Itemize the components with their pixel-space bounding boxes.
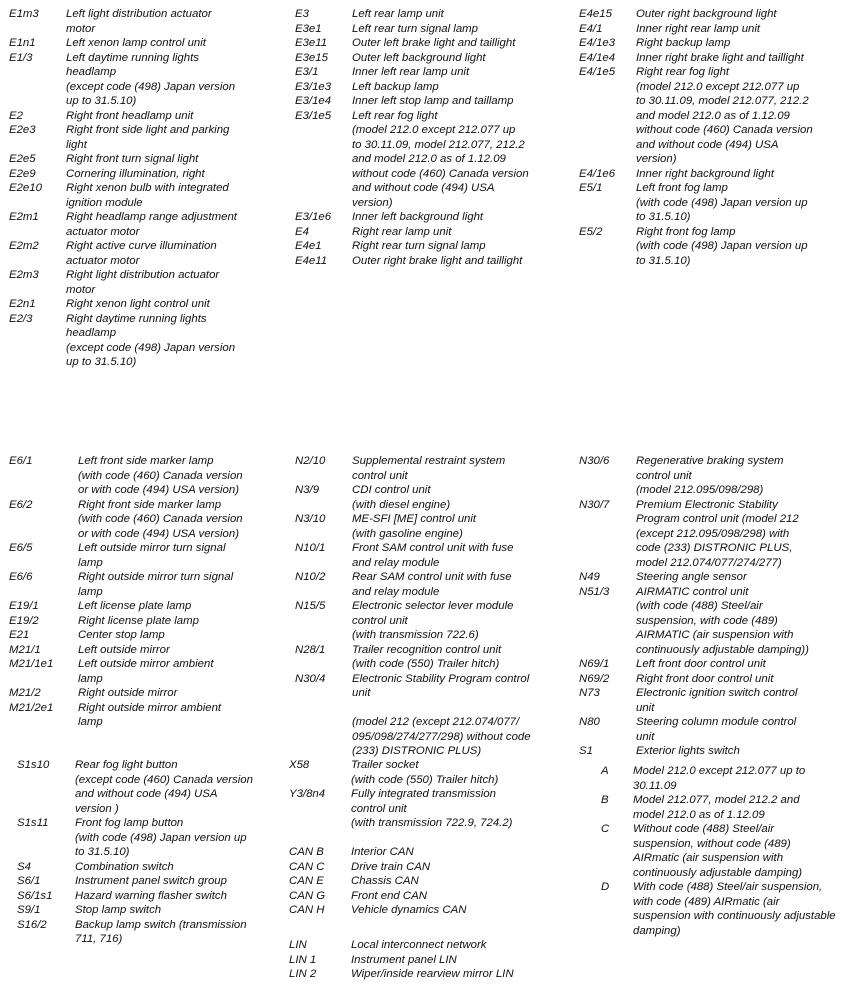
component-code: E2e10: [9, 182, 42, 194]
component-code: E4/1: [579, 22, 603, 35]
component-description: Model 212.0 except 212.077 up to 30.11.09: [633, 765, 806, 792]
component-description: Hazard warning flasher switch: [75, 889, 227, 902]
component-description: Left outside mirror ambient lamp: [78, 658, 214, 685]
component-description: Steering column module control unit: [636, 716, 797, 743]
component-code: M21/2e1: [9, 701, 54, 714]
component-description: Vehicle dynamics CAN: [351, 904, 467, 916]
component-description: Combination switch: [75, 860, 174, 873]
component-description: Local interconnect network: [351, 939, 487, 951]
component-description: Left license plate lamp: [78, 600, 192, 612]
component-description: Right front side marker lamp (with code (460) Canada version or with code (494) USA version): [78, 498, 243, 540]
component-code: M21/1e1: [9, 658, 54, 670]
component-code: E3: [295, 8, 309, 20]
legend-entry: [579, 22, 834, 37]
component-code: CAN G: [289, 889, 326, 902]
component-description: Right front fog lamp (with code (498) Japan version up to 31.5.10): [636, 225, 808, 267]
component-description: Left rear fog light (model 212.0 except 212.077 up to 30.11.09, model 212.077, 212.2 and model 212.0 as of 1.12.09 without code (460) Canada version and without code (494) USA version): [352, 109, 529, 209]
component-description: Chassis CAN: [351, 875, 419, 887]
legend-entry: [17, 903, 271, 918]
component-description: Right license plate lamp: [78, 614, 199, 627]
legend-entry: [17, 860, 271, 875]
component-code: E5/2: [579, 225, 603, 238]
legend-entry: [9, 643, 271, 658]
legend-entry: [295, 239, 553, 254]
legend-entry: [17, 918, 271, 947]
component-description: Outer right background light: [636, 8, 777, 20]
bottom-column-1-switches: [17, 758, 271, 947]
component-description: Left xenon lamp control unit: [66, 37, 206, 49]
legend-entry: [579, 498, 839, 571]
component-code: E6/2: [9, 498, 33, 511]
legend-entry: [579, 225, 834, 269]
legend-entry: [295, 643, 553, 672]
legend-entry: [9, 268, 254, 297]
legend-entry: [289, 758, 551, 787]
legend-entry: [9, 701, 271, 730]
component-description: AIRMATIC control unit (with code (488) Steel/air suspension, with code (489) AIRMATIC (air suspension with continuously adjustable damping)): [636, 585, 809, 656]
component-description: Left daytime running lights headlamp (except code (498) Japan version up to 31.5.10): [66, 51, 236, 107]
component-code: N3/10: [295, 513, 326, 525]
component-code: N69/2: [579, 672, 610, 685]
legend-entry: [295, 51, 553, 66]
component-description: Left rear lamp unit: [352, 8, 444, 20]
component-description: Left backup lamp: [352, 80, 439, 93]
component-description: Left front door control unit: [636, 658, 766, 670]
component-code: X58: [289, 759, 310, 771]
component-description: Right headlamp range adjustment actuator motor: [66, 211, 237, 238]
component-description: Electronic selector lever module control unit (with transmission 722.6): [352, 600, 514, 641]
component-code: E2: [9, 109, 23, 122]
component-code: E6/1: [9, 455, 33, 467]
component-description: Regenerative braking system control unit (model 212.095/098/298): [636, 455, 784, 496]
component-code: E2/3: [9, 312, 33, 325]
legend-entry: [579, 454, 839, 498]
component-code: N80: [579, 716, 600, 728]
legend-entry: [289, 903, 551, 918]
legend-entry: [295, 109, 553, 211]
component-code: N28/1: [295, 643, 326, 656]
component-code: E2e3: [9, 124, 36, 136]
legend-entry: [579, 585, 839, 658]
legend-entry: [9, 686, 271, 701]
legend-entry: [295, 512, 553, 541]
component-description: Right front side light and parking light: [66, 124, 230, 151]
legend-entry: [601, 793, 853, 822]
component-code: CAN C: [289, 860, 325, 873]
legend-entry: [9, 312, 254, 370]
legend-entry: [295, 254, 553, 269]
component-description: Steering angle sensor: [636, 571, 747, 583]
component-description: Right backup lamp: [636, 37, 731, 49]
component-description: Front fog lamp button (with code (498) Japan version up to 31.5.10): [75, 817, 247, 858]
component-description: Rear SAM control unit with fuse and relay module: [352, 571, 512, 598]
legend-entry: [579, 570, 839, 585]
legend-entry: [9, 657, 271, 686]
legend-entry: [601, 822, 853, 880]
bottom-column-2-lin-buses: [289, 938, 551, 982]
component-description: Stop lamp switch: [75, 904, 162, 916]
component-code: E4: [295, 225, 309, 238]
component-code: E3e11: [295, 37, 328, 49]
component-code: N30/4: [295, 672, 326, 685]
legend-entry: [601, 764, 853, 793]
component-code: N30/7: [579, 498, 610, 511]
component-description: Left outside mirror: [78, 643, 170, 656]
component-description: Inner left stop lamp and taillamp: [352, 95, 514, 107]
component-code: E2m1: [9, 211, 39, 223]
component-description: Electronic ignition switch control unit: [636, 687, 798, 714]
component-code: E19/1: [9, 600, 39, 612]
component-code: LIN 1: [289, 953, 317, 966]
component-description: Fully integrated transmission control unit (with transmission 722.9, 724.2): [351, 788, 513, 829]
component-code: S6/1s1: [17, 889, 53, 902]
component-code: E1m3: [9, 8, 39, 20]
component-description: Inner right brake light and taillight: [636, 51, 804, 64]
component-code: E19/2: [9, 614, 39, 627]
component-code: C: [601, 823, 610, 835]
legend-entry: [9, 239, 254, 268]
legend-entry: [295, 94, 553, 109]
legend-entry: [9, 167, 254, 182]
component-description: Trailer socket (with code (550) Trailer hitch): [351, 759, 499, 786]
legend-entry: [9, 181, 254, 210]
component-code: M21/2: [9, 687, 41, 699]
component-code: E4e11: [295, 254, 328, 267]
legend-entry: [9, 152, 254, 167]
component-code: B: [601, 794, 609, 806]
component-code: CAN H: [289, 904, 325, 916]
component-description: Center stop lamp: [78, 629, 165, 641]
component-code: N69/1: [579, 658, 610, 670]
legend-entry: [9, 297, 254, 312]
component-code: E4e1: [295, 240, 322, 252]
legend-entry: [295, 483, 553, 512]
component-code: E4/1e4: [579, 51, 616, 64]
component-code: S16/2: [17, 918, 47, 931]
component-code: CAN B: [289, 846, 324, 858]
legend-entry: [289, 787, 551, 831]
component-code: N73: [579, 687, 600, 699]
component-description: Exterior lights switch: [636, 745, 740, 757]
component-code: E4/1e3: [579, 37, 616, 49]
component-code: E4e15: [579, 8, 612, 20]
component-code: E4/1e6: [579, 167, 616, 180]
component-description: Left front side marker lamp (with code (460) Canada version or with code (494) USA version): [78, 455, 243, 496]
component-description: Right outside mirror turn signal lamp: [78, 571, 234, 598]
component-description: Right active curve illumination actuator motor: [66, 240, 217, 267]
component-code: E6/5: [9, 542, 33, 554]
component-description: Cornering illumination, right: [66, 167, 205, 180]
legend-entry: [295, 570, 553, 599]
component-code: A: [601, 765, 609, 777]
component-description: Interior CAN: [351, 846, 414, 858]
legend-entry: [295, 65, 553, 80]
component-description: Electronic Stability Program control unit (model 212 (except 212.074/077/ 095/098/274/277/298) without code (233) DISTRONIC PLUS): [352, 672, 531, 757]
component-description: Drive train CAN: [351, 860, 431, 873]
component-description: Trailer recognition control unit (with code (550) Trailer hitch): [352, 643, 502, 670]
component-description: Premium Electronic Stability Program control unit (model 212 (except 212.095/098/298) with code (233) DISTRONIC PLUS, model 212.074/077/274/277): [636, 498, 799, 569]
component-description: Right front turn signal light: [66, 153, 199, 165]
component-description: Outer left background light: [352, 51, 486, 64]
component-code: E21: [9, 629, 30, 641]
legend-entry: [295, 672, 553, 759]
component-code: E3/1e5: [295, 109, 332, 122]
legend-entry: [9, 628, 271, 643]
legend-entry: [295, 599, 553, 643]
top-column-3: [579, 7, 834, 268]
component-description: Front SAM control unit with fuse and relay module: [352, 542, 514, 569]
legend-entry: [9, 36, 254, 51]
legend-entry: [289, 889, 551, 904]
component-code: N30/6: [579, 455, 610, 467]
component-code: E5/1: [579, 182, 603, 194]
component-code: E1/3: [9, 51, 33, 64]
legend-entry: [579, 167, 834, 182]
component-description: Instrument panel LIN: [351, 953, 457, 966]
component-description: Left light distribution actuator motor: [66, 8, 212, 35]
legend-entry: [579, 181, 834, 225]
legend-entry: [17, 874, 271, 889]
component-code: S4: [17, 860, 31, 873]
component-description: Backup lamp switch (transmission 711, 716): [75, 918, 247, 945]
legend-entry: [295, 80, 553, 95]
component-description: Inner left rear lamp unit: [352, 66, 470, 78]
legend-entry: [9, 454, 271, 498]
legend-entry: [295, 225, 553, 240]
component-description: Front end CAN: [351, 889, 427, 902]
legend-entry: [601, 880, 853, 938]
component-code: N2/10: [295, 455, 326, 467]
legend-entry: [17, 816, 271, 860]
component-code: D: [601, 881, 610, 893]
legend-entry: [289, 860, 551, 875]
component-code: E4/1e5: [579, 66, 616, 78]
component-description: Supplemental restraint system control unit: [352, 455, 506, 482]
legend-entry: [289, 967, 551, 982]
component-code: N10/1: [295, 542, 326, 554]
bottom-column-2-control-units: [295, 454, 553, 759]
component-description: Right xenon bulb with integrated ignition module: [66, 182, 229, 209]
component-code: S9/1: [17, 904, 41, 916]
legend-entry: [9, 498, 271, 542]
component-description: Model 212.077, model 212.2 and model 212.0 as of 1.12.09: [633, 794, 800, 821]
legend-entry: [9, 541, 271, 570]
legend-entry: [579, 51, 834, 66]
component-code: M21/1: [9, 643, 41, 656]
component-code: N10/2: [295, 571, 326, 583]
legend-entry: [295, 36, 553, 51]
legend-entry: [295, 210, 553, 225]
legend-entry: [9, 51, 254, 109]
legend-entry: [289, 953, 551, 968]
component-code: LIN: [289, 939, 307, 951]
component-description: Right outside mirror ambient lamp: [78, 701, 222, 728]
component-description: Left front fog lamp (with code (498) Japan version up to 31.5.10): [636, 182, 808, 223]
component-code: E2n1: [9, 298, 36, 310]
legend-entry: [9, 109, 254, 124]
component-description: Right rear turn signal lamp: [352, 240, 486, 252]
legend-entry: [9, 123, 254, 152]
legend-entry: [579, 715, 839, 744]
legend-entry: [579, 672, 839, 687]
component-code: S1s11: [17, 817, 49, 829]
component-code: N15/5: [295, 600, 326, 612]
legend-entry: [579, 686, 839, 715]
component-description: With code (488) Steel/air suspension, with code (489) AIRmatic (air suspension with continuously adjustable damping): [633, 881, 836, 937]
component-description: Without code (488) Steel/air suspension, without code (489) AIRmatic (air suspension with continuously adjustable damping): [633, 823, 803, 879]
legend-entry: [289, 845, 551, 860]
legend-entry: [289, 938, 551, 953]
legend-entry: [579, 36, 834, 51]
component-code: E1n1: [9, 37, 36, 49]
component-description: Left outside mirror turn signal lamp: [78, 542, 226, 569]
bottom-column-2-connectors: [289, 758, 551, 831]
legend-entry: [17, 889, 271, 904]
component-description: Right rear lamp unit: [352, 225, 452, 238]
component-code: S1: [579, 745, 593, 757]
legend-entry: [295, 7, 553, 22]
bottom-column-1-lamps: [9, 454, 271, 730]
legend-entry: [295, 454, 553, 483]
bottom-column-3-variants: [601, 764, 853, 938]
component-code: E3/1e4: [295, 95, 332, 107]
component-description: Rear fog light button (except code (460) Canada version and without code (494) USA version ): [75, 759, 253, 815]
component-code: E3/1e6: [295, 211, 332, 223]
component-description: Right outside mirror: [78, 687, 178, 699]
component-description: Right front door control unit: [636, 672, 774, 685]
component-code: N51/3: [579, 585, 610, 598]
component-description: Inner right rear lamp unit: [636, 22, 761, 35]
component-code: N3/9: [295, 484, 320, 496]
component-code: S6/1: [17, 875, 41, 887]
component-code: E2e5: [9, 153, 36, 165]
component-description: Right rear fog light (model 212.0 except 212.077 up to 30.11.09, model 212.077, 212.2 and model 212.0 as of 1.12.09 without code (460) Canada version and without code (494) USA version): [636, 66, 813, 165]
component-code: E2m3: [9, 269, 39, 281]
component-description: Right front headlamp unit: [66, 109, 194, 122]
bottom-column-3-control-units: [579, 454, 839, 759]
component-code: E6/6: [9, 571, 33, 583]
component-code: S1s10: [17, 759, 50, 771]
component-description: Left rear turn signal lamp: [352, 22, 478, 35]
legend-entry: [295, 22, 553, 37]
legend-entry: [579, 65, 834, 167]
legend-entry: [9, 210, 254, 239]
legend-entry: [295, 541, 553, 570]
legend-entry: [9, 614, 271, 629]
component-description: Outer right brake light and taillight: [352, 254, 523, 267]
legend-entry: [579, 657, 839, 672]
top-column-1: [9, 7, 254, 370]
legend-entry: [9, 7, 254, 36]
top-column-2: [295, 7, 553, 268]
component-description: Right light distribution actuator motor: [66, 269, 220, 296]
component-code: E3e1: [295, 22, 322, 35]
component-description: Right xenon light control unit: [66, 298, 210, 310]
legend-entry: [9, 599, 271, 614]
component-code: N49: [579, 571, 600, 583]
component-description: Wiper/inside rearview mirror LIN: [351, 968, 514, 980]
component-code: CAN E: [289, 875, 324, 887]
legend-entry: [17, 758, 271, 816]
legend-entry: [579, 744, 839, 759]
component-description: Inner right background light: [636, 167, 775, 180]
component-description: Right daytime running lights headlamp (except code (498) Japan version up to 31.5.10): [66, 312, 236, 368]
component-code: Y3/8n4: [289, 788, 326, 800]
component-description: Outer left brake light and taillight: [352, 37, 516, 49]
component-description: CDI control unit (with diesel engine): [352, 484, 451, 511]
bottom-column-2-can-buses: [289, 845, 551, 918]
component-code: E3e15: [295, 51, 328, 64]
legend-entry: [579, 7, 834, 22]
component-description: ME-SFI [ME] control unit (with gasoline engine): [352, 513, 477, 540]
component-description: Inner left background light: [352, 211, 484, 223]
component-code: E3/1e3: [295, 80, 332, 93]
legend-entry: [289, 874, 551, 889]
component-code: E2m2: [9, 240, 39, 252]
legend-entry: [9, 570, 271, 599]
component-description: Instrument panel switch group: [75, 875, 227, 887]
component-code: E3/1: [295, 66, 319, 78]
component-code: E2e9: [9, 167, 36, 180]
component-code: LIN 2: [289, 968, 317, 980]
